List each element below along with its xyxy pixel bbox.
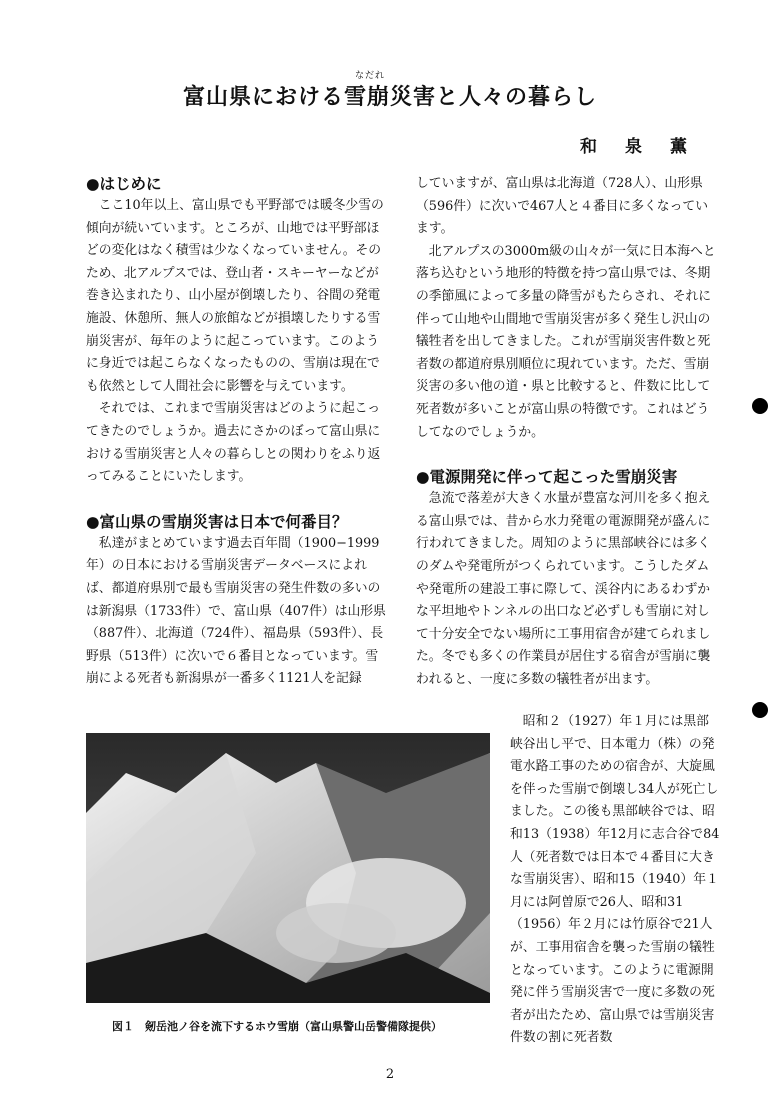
section-gap [86,489,390,511]
section-heading: ●はじめに [86,175,162,193]
margin-dot [752,398,768,414]
page-number: 2 [385,1067,395,1082]
right-column-lower [510,711,720,1050]
article-title-text: 富山県における雪崩災害と人々の暮らし [182,85,597,110]
margin-dot [752,702,768,718]
article-title [0,71,780,111]
paragraph: 昭和２（1927）年１月には黒部峡谷出し平で、日本電力（株）の発電水路工事のための宿舎が、大旋風を伴った雪崩で倒壊し34人が死亡しました。この後も黒部峡谷では、昭和13（1938）年12月に志合谷で84人（死者数では日本で４番目に大きな雪崩災害）、昭和15（1940）年１月には阿曽原で26人、昭和31（1956）年２月には竹原谷で21人が、工事用宿舎を襲った雪崩の犠牲となっています。このように電源開発に伴う雪崩災害で一度に多数の死者が出たため、富山県では雪崩災害件数の割に死者数 [510,714,720,1046]
author-name: 和泉薫 [580,137,715,157]
section-heading: ●電源開発に伴って起こった雪崩災害 [416,468,678,487]
paragraph: ここ10年以上、富山県でも平野部では暖冬少雪の傾向が続いています。ところが、山地では平野部ほどの変化はなく積雪は少なくなっていません。そのため、北アルプスでは、登山者・スキーヤーなどが巻き込まれたり、山小屋が倒壊したり、谷間の発電施設、休憩所、無人の旅館などが損壊したりする雪崩災害が、毎年のように起こっています。このように身近では起こらなくなったものの、雪崩は現在でも依然として人間社会に影響を与えています。 [86,198,384,394]
section-gap [416,444,716,466]
section-heading: ●富山県の雪崩災害は日本で何番目？ [86,512,348,531]
paragraph: 私達がまとめています過去百年間（1900−1999年）の日本における雪崩災害データベースによれば、都道府県別で最も雪崩災害の発生件数の多いのは新潟県（1733件）で、富山県（407件）は山形県（887件）、北海道（724件）、福島県（593件）、長野県（513件）に次いで６番目となっています。雪崩による死者も新潟県が一番多く1121人を記録 [86,535,386,687]
right-column [416,173,716,691]
paragraph: 急流で落差が大きく水量が豊富な河川を多く抱える富山県では、昔から水力発電の電源開発が盛んに行われてきました。周知のように黒部峡谷には多くのダムや発電所がつくられています。こうしたダムや発電所の建設工事に際して、渓谷内にあるわずかな平坦地やトンネルの出口など必ずしも雪崩に対して十分安全でない場所に工事用宿舎が建てられました。冬でも多くの作業員が居住する宿舎が雪崩に襲われると、一度に多数の犠牲者が出ます。 [416,491,711,687]
paragraph: それでは、これまで雪崩災害はどのように起こってきたのでしょうか。過去にさかのぼって富山県における雪崩災害と人々の暮らしとの関わりをふり返ってみることにいたします。 [86,401,381,485]
avalanche-photo [86,733,490,1003]
title-ruby: なだれ [355,71,386,81]
figure-caption: 図１ 剱岳池ノ谷を流下するホウ雪崩（富山県警山岳警備隊提供） [112,1020,442,1033]
left-column [86,173,390,691]
paragraph: していますが、富山県は北海道（728人）、山形県（596件）に次いで467人と４番目に多くなっています。 [416,176,708,237]
paragraph: 北アルプスの3000m級の山々が一気に日本海へと落ち込むという地形的特徴を持つ富山県では、冬期の季節風によって多量の降雪がもたらされ、それに伴って山地や山間地で雪崩災害が多く発生し沢山の犠牲者を出してきました。これが雪崩災害件数と死者数の都道府県別順位に現れています。ただ、雪崩災害の多い他の道・県と比較すると、件数に比して死者数が多いことが富山県の特徴です。これはどうしてなのでしょうか。 [416,243,716,440]
